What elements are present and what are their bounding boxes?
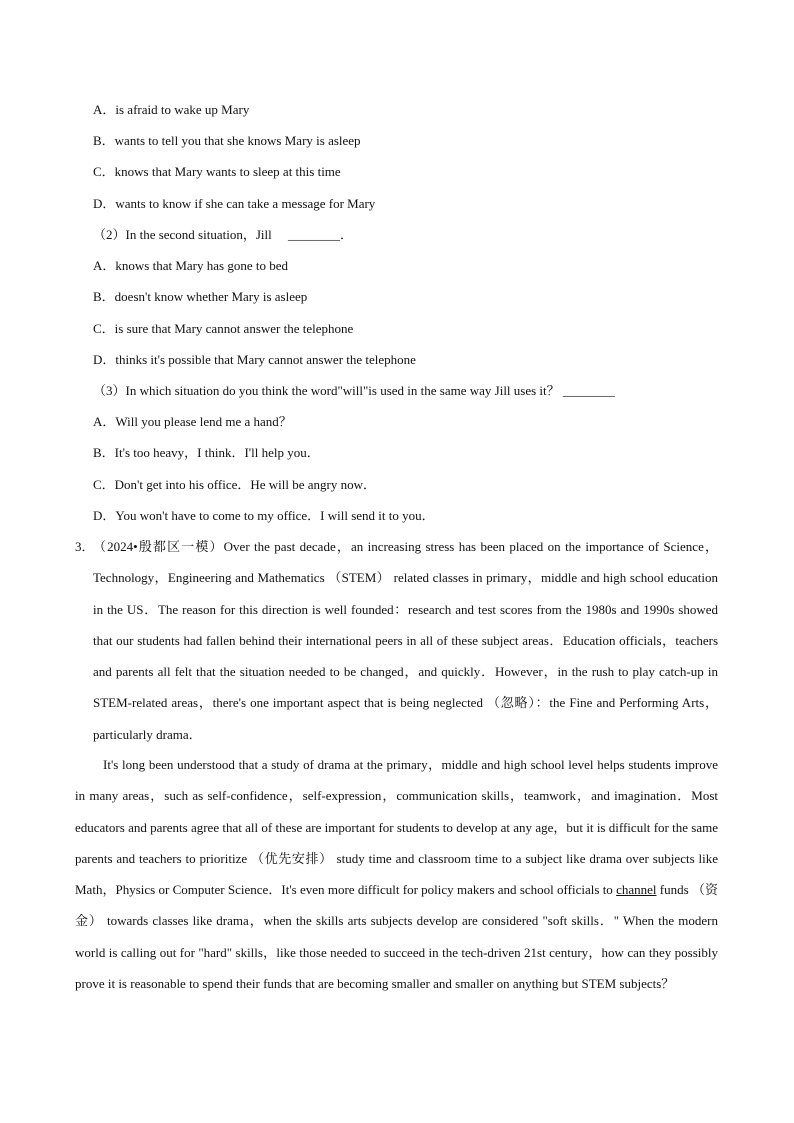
option-d-q2: D．thinks it's possible that Mary cannot answer the telephone [93, 352, 416, 367]
underlined-word: channel [616, 882, 657, 898]
question-source: （2024•殷都区一模） [93, 539, 224, 554]
option-b-q3: B．It's too heavy，I think．I'll help you． [93, 445, 320, 460]
sub-question-2: （2）In the second situation，Jill ________． [93, 227, 353, 242]
passage-paragraph-1 [93, 531, 718, 750]
option-c-q3: C．Don't get into his office．He will be angry now． [93, 477, 377, 492]
option-c-q2: C．is sure that Mary cannot answer the telephone [93, 321, 354, 336]
option-a-q2: A．knows that Mary has gone to bed [93, 258, 288, 273]
option-d-q3: D．You won't have to come to my office．I will send it to you． [93, 508, 435, 523]
option-a-q1: A．is afraid to wake up Mary [93, 102, 250, 117]
passage-paragraph-2: It's long been understood that a study of drama at the primary，middle and high school level helps students improve in many areas，such as self-confidence，self-expression，communication skills，teamwork，and imagination．Most educators and parents agree that all of these are important for students to develop at any age，but it is difficult for the same parents and teachers to prioritize （优先安排） study time and classroom time to a subject like drama over subjects like Math，Physics or Computer Science．It's even more difficult for policy makers and school officials to channel funds （资金） towards classes like drama，when the skills arts subjects develop are considered "soft skills．" When the modern world is calling out for "hard" skills，like those needed to succeed in the tech-driven 21st century，how can they possibly prove it is reasonable to spend their funds that are becoming smaller and smaller on anything but STEM subjects？ [75, 757, 718, 992]
option-d-q1: D．wants to know if she can take a message for Mary [93, 196, 376, 211]
option-b-q1: B．wants to tell you that she knows Mary is asleep [93, 133, 361, 148]
passage-paragraph-1-text: Over the past decade，an increasing stress has been placed on the importance of Science，Technology，Engineering and Mathematics （STEM） related classes in primary，middle and high school education in the US．The reason for this direction is well founded：research and test scores from the 1980s and 1990s showed that our students had fallen behind their international peers in all of these subject areas．Education officials，teachers and parents all felt that the situation needed to be changed，and quickly．However，in the rush to play catch-up in STEM-related areas，there's one important aspect that is being neglected （忽略）：the Fine and Performing Arts，particularly drama． [93, 539, 718, 742]
option-c-q1: C．knows that Mary wants to sleep at this time [93, 164, 341, 179]
question-number: 3． [75, 539, 95, 554]
option-a-q3: A．Will you please lend me a hand？ [93, 414, 292, 429]
option-b-q2: B．doesn't know whether Mary is asleep [93, 289, 308, 304]
sub-question-3: （3）In which situation do you think the word"will"is used in the same way Jill uses it？ ________ [93, 383, 615, 398]
